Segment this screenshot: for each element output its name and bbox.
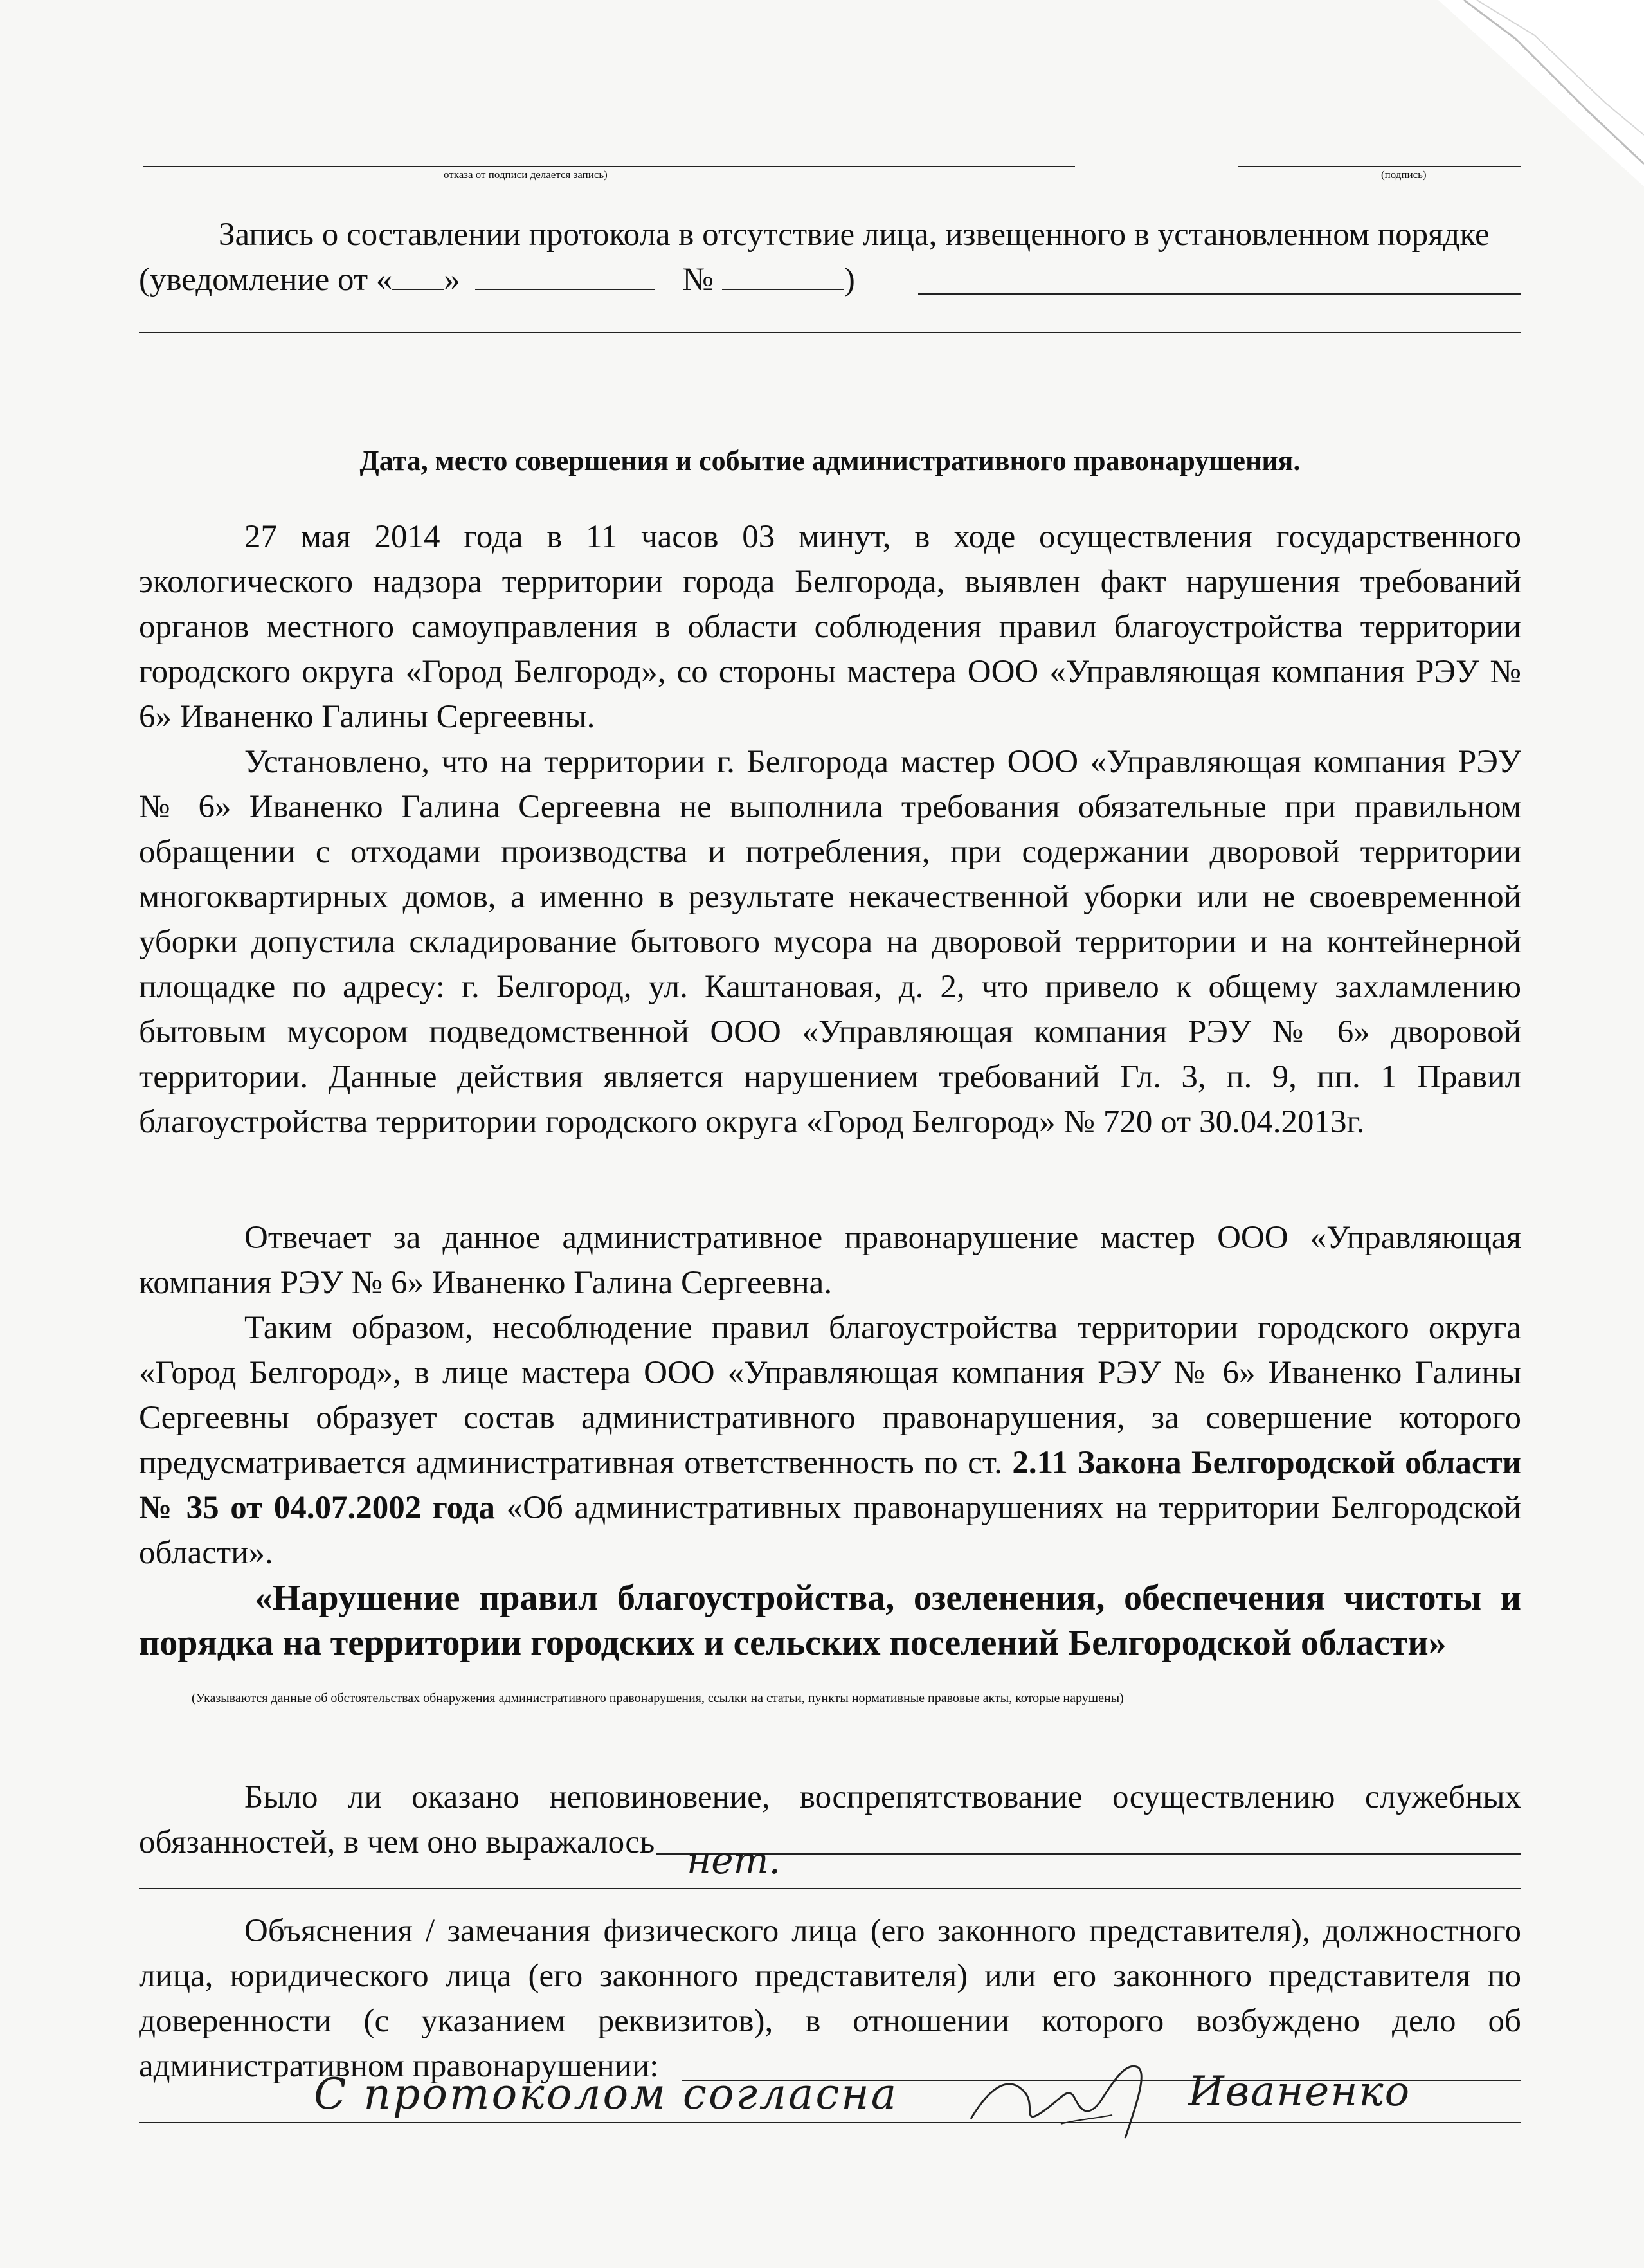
folded-corner xyxy=(1438,0,1644,186)
resistance-answer-line xyxy=(656,1853,1521,1855)
notice-prefix: (уведомление от « xyxy=(139,262,393,298)
refusal-note-line xyxy=(143,166,1075,167)
notice-tail-line xyxy=(918,293,1521,295)
conclusion-tail: «Об административных правонарушениях на территории Белгородской области». xyxy=(139,1490,1521,1571)
absence-record-line2 xyxy=(139,257,855,302)
notice-month-blank xyxy=(475,260,655,290)
notice-number-sign: № xyxy=(682,262,714,298)
signature-line xyxy=(1238,166,1521,167)
signature-caption: (подпись) xyxy=(1381,168,1427,181)
explanations-handwritten: С протоколом согласна xyxy=(314,2069,899,2119)
absence-extra-line xyxy=(139,332,1521,333)
paragraph-event: 27 мая 2014 года в 11 часов 03 минут, в ходе осуществления государственного экологического надзора территории города Белгорода, выявлен факт нарушения требований органов местного самоуправления в области соблюдения правил благоустройства территории городского округа «Город Белгород», со стороны мастера ООО «Управляющая компания РЭУ № 6» Иваненко Галины Сергеевны. xyxy=(139,519,1521,735)
resistance-question: Было ли оказано неповиновение, воспрепятствование осуществлению служебных обязанностей, в чем оно выражалось xyxy=(139,1779,1521,1860)
violation-title: «Нарушение правил благоустройства, озеленения, обеспечения чистоты и порядка на территории городских и сельских поселений Белгородской области» xyxy=(139,1578,1521,1663)
paragraph-conclusion xyxy=(139,1305,1521,1575)
resistance-handwritten-answer: нет. xyxy=(687,1838,781,1882)
absence-record-line1: Запись о составлении протокола в отсутствие лица, извещенного в установленном порядке xyxy=(219,217,1490,253)
explanations-prompt: Объяснения / замечания физического лица (его законного представителя), должностного лица, юридического лица (его законного представителя) или его законного представителя по доверенности (с указанием реквизитов), в отношении которого возбуждено дело об административном правонарушении: xyxy=(139,1913,1521,2084)
refusal-note-caption: отказа от подписи делается запись) xyxy=(444,168,608,181)
conclusion-text: Таким образом, несоблюдение правил благоустройства территории городского округа «Город Белгород», в лице мастера ООО «Управляющая компания РЭУ № 6» Иваненко Галины Сергеевны образует состав административного правонарушения, за совершение которого предусматривается административная ответственность по ст. xyxy=(139,1310,1521,1481)
law-reference: 2.11 Закона Белгородской области № 35 от 04.07.2002 года xyxy=(139,1445,1522,1526)
paragraph-established: Установлено, что на территории г. Белгорода мастер ООО «Управляющая компания РЭУ № 6» Иваненко Галина Сергеевна не выполнила требования обязательные при правильном обращении с отходами производства и потребления, при содержании дворовой территории многоквартирных домов, а именно в результате некачественной уборки или не своевременной уборки допустила складирование бытового мусора на дворовой территории и на контейнерной площадке по адресу: г. Белгород, ул. Каштановая, д. 2, что привело к общему захламлению бытовым мусором подведомственной ООО «Управляющая компания РЭУ № 6» дворовой территории. Данные действия является нарушением требований Гл. 3, п. 9, пп. 1 Правил благоустройства территории городского округа «Город Белгород» № 720 от 30.04.2013г. xyxy=(139,744,1521,1140)
notice-number-blank xyxy=(722,260,844,290)
violation-note-caption: (Указываются данные об обстоятельствах обнаружения административного правонарушения, ссылки на статьи, пункты нормативные правовые акты, которые нарушены) xyxy=(192,1691,1124,1705)
handwritten-signature xyxy=(964,2048,1183,2145)
notice-day-blank xyxy=(392,260,444,290)
section-heading: Дата, место совершения и событие административного правонарушения. xyxy=(359,445,1301,476)
explanations-extra-line xyxy=(139,2122,1521,2123)
paragraph-responsible: Отвечает за данное административное правонарушение мастер ООО «Управляющая компания РЭУ № 6» Иваненко Галина Сергеевна. xyxy=(139,1220,1521,1301)
notice-quote-close: » xyxy=(444,262,460,298)
signature-surname: Иваненко xyxy=(1188,2068,1411,2116)
resistance-extra-line xyxy=(139,1888,1521,1889)
notice-paren-close: ) xyxy=(844,262,855,298)
